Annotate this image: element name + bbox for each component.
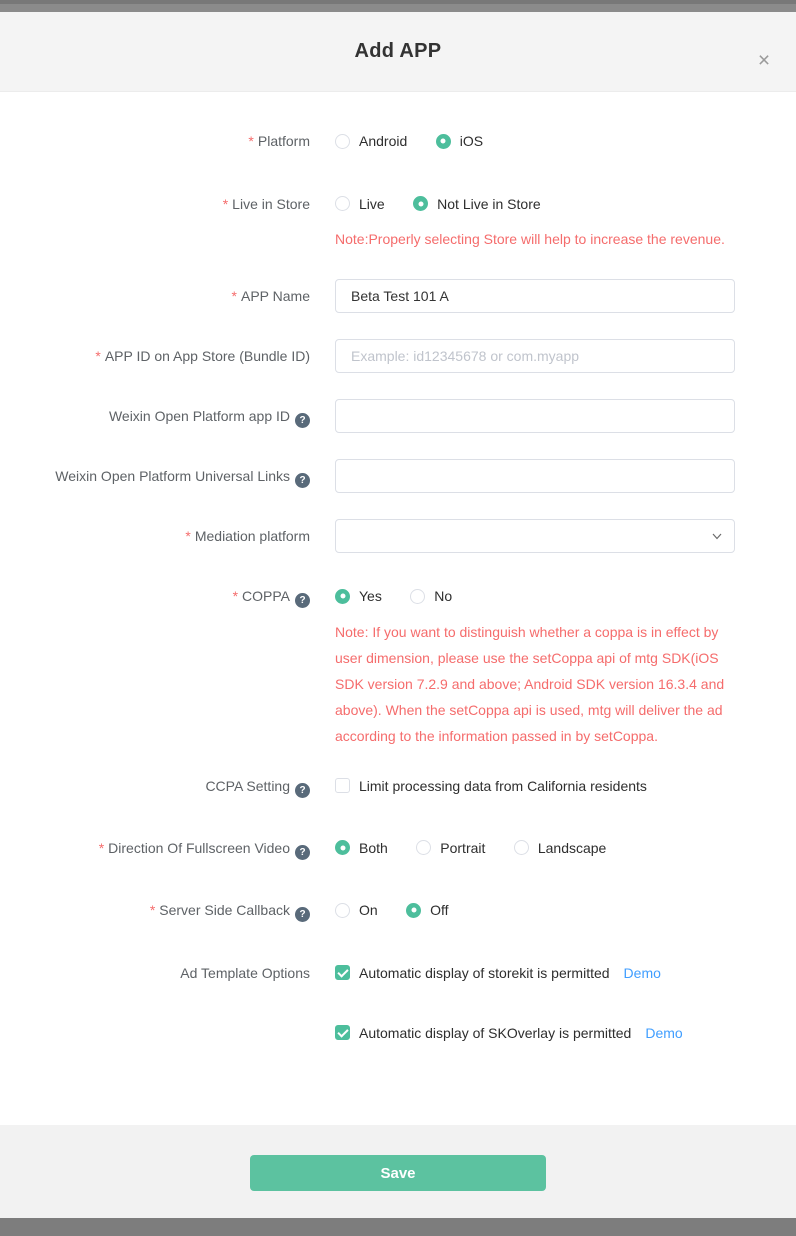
radio-callback-on[interactable]: On: [335, 900, 378, 920]
checkbox-icon-checked: [335, 965, 350, 980]
app-name-label: * APP Name: [231, 288, 310, 304]
radio-icon: [335, 196, 350, 211]
ad-template-options-label: Ad Template Options: [180, 964, 310, 981]
dimmed-background-top: [0, 0, 796, 12]
radio-callback-off[interactable]: Off: [406, 900, 448, 920]
radio-icon-selected: [413, 196, 428, 211]
radio-icon-selected: [406, 903, 421, 918]
radio-icon-selected: [335, 589, 350, 604]
required-mark: *: [185, 528, 191, 544]
form-row-platform: [0, 131, 796, 154]
modal-footer: [0, 1125, 796, 1218]
save-button[interactable]: Save: [250, 1155, 546, 1191]
mediation-platform-label: * Mediation platform: [185, 528, 310, 544]
checkbox-ccpa-limit[interactable]: Limit processing data from California residents: [335, 776, 795, 796]
storekit-demo-link[interactable]: Demo: [623, 964, 661, 981]
bundle-id-input[interactable]: [335, 339, 735, 373]
dimmed-background-bottom: [0, 1218, 796, 1236]
radio-icon: [410, 589, 425, 604]
coppa-note: Note: If you want to distinguish whether a coppa is in effect by user dimension, please use the setCoppa api of mtg SDK(iOS SDK version 7.2.9 and above; Android SDK version 16.3.4 and above). When the setCoppa api is used, mtg will deliver the ad according to the information passed in by setCoppa.: [335, 623, 725, 744]
radio-direction-portrait[interactable]: Portrait: [416, 838, 485, 858]
form-row-server-side-callback: [0, 900, 796, 923]
required-mark: *: [248, 133, 254, 149]
checkbox-skoverlay-line: [335, 1023, 795, 1043]
required-mark: *: [231, 288, 237, 304]
help-icon[interactable]: ?: [295, 845, 310, 860]
server-side-callback-label: * Server Side Callback ?: [0, 900, 310, 922]
checkbox-icon-checked: [335, 1025, 350, 1040]
radio-direction-landscape[interactable]: Landscape: [514, 838, 607, 858]
platform-label: * Platform: [248, 133, 310, 149]
help-icon[interactable]: ?: [295, 907, 310, 922]
radio-not-live-in-store[interactable]: Not Live in Store: [413, 194, 541, 214]
close-icon[interactable]: ×: [757, 49, 771, 72]
required-mark: *: [232, 588, 239, 604]
modal-title: Add APP: [354, 40, 442, 62]
form-row-app-name: [0, 279, 796, 313]
bundle-id-label: * APP ID on App Store (Bundle ID): [95, 348, 310, 364]
live-in-store-label: * Live in Store: [222, 195, 310, 212]
radio-icon-selected: [436, 134, 451, 149]
radio-icon: [416, 840, 431, 855]
help-icon[interactable]: ?: [295, 783, 310, 798]
form-row-ccpa: [0, 776, 796, 798]
form-row-bundle-id: [0, 339, 796, 373]
modal-body: [0, 92, 796, 1125]
form-row-weixin-app-id: [0, 399, 796, 433]
app-name-input[interactable]: [335, 279, 735, 313]
required-mark: *: [98, 839, 105, 856]
weixin-universal-links-label: Weixin Open Platform Universal Links ?: [0, 459, 310, 488]
checkbox-skoverlay[interactable]: Automatic display of SKOverlay is permitted: [335, 1023, 631, 1043]
radio-coppa-no[interactable]: No: [410, 586, 452, 606]
radio-coppa-yes[interactable]: Yes: [335, 586, 382, 606]
help-icon[interactable]: ?: [295, 593, 310, 608]
coppa-label: * COPPA ?: [0, 586, 310, 608]
ccpa-label: CCPA Setting ?: [0, 776, 310, 798]
required-mark: *: [149, 902, 156, 918]
checkbox-storekit-line: [335, 963, 795, 983]
weixin-universal-links-input[interactable]: [335, 459, 735, 493]
radio-icon: [335, 134, 350, 149]
radio-platform-ios[interactable]: iOS: [436, 131, 483, 151]
form-row-ad-template-options: [0, 963, 796, 1043]
radio-live[interactable]: Live: [335, 194, 385, 214]
skoverlay-demo-link[interactable]: Demo: [645, 1024, 683, 1041]
modal-header: [0, 12, 796, 92]
required-mark: *: [222, 195, 229, 212]
form-row-weixin-universal-links: [0, 459, 796, 493]
radio-icon-selected: [335, 840, 350, 855]
radio-icon: [514, 840, 529, 855]
help-icon[interactable]: ?: [295, 413, 310, 428]
mediation-platform-select[interactable]: [335, 519, 735, 553]
chevron-down-icon: [711, 530, 723, 542]
weixin-app-id-label: Weixin Open Platform app ID ?: [0, 399, 310, 428]
radio-direction-both[interactable]: Both: [335, 838, 388, 858]
form-row-mediation-platform: [0, 519, 796, 553]
help-icon[interactable]: ?: [295, 473, 310, 488]
form-row-live-in-store: [0, 194, 796, 253]
live-in-store-note: Note:Properly selecting Store will help to increase the revenue.: [335, 231, 725, 247]
form-row-fullscreen-direction: [0, 838, 796, 861]
weixin-app-id-input[interactable]: [335, 399, 735, 433]
checkbox-icon: [335, 778, 350, 793]
radio-icon: [335, 903, 350, 918]
checkbox-storekit[interactable]: Automatic display of storekit is permitted: [335, 963, 610, 983]
fullscreen-direction-label: * Direction Of Fullscreen Video ?: [0, 838, 310, 860]
required-mark: *: [95, 348, 101, 364]
radio-platform-android[interactable]: Android: [335, 131, 407, 151]
form-row-coppa: [0, 586, 796, 749]
